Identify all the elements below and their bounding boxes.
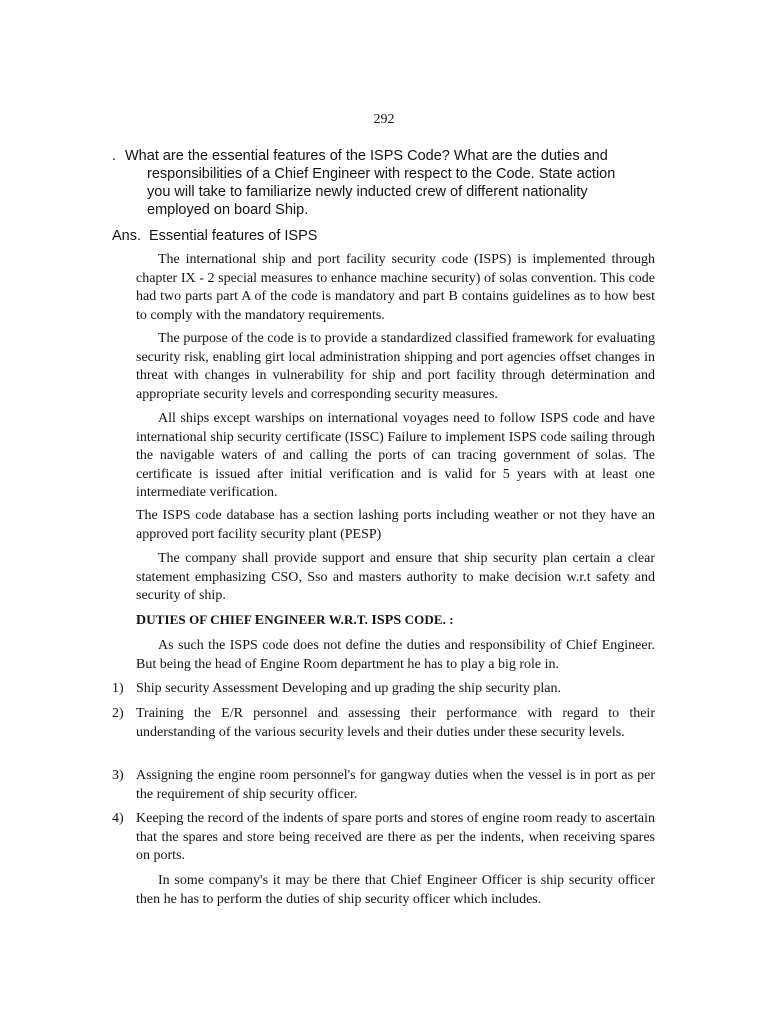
paragraph-3 (136, 410, 655, 503)
paragraph-4 (136, 507, 655, 544)
paragraph-text: The international ship and port facility security code (ISPS) is implemented through chapter IX - 2 special measures to enhance machine security) of solas convention. This code had two parts part A of the code is mandatory and part B contains guidelines as to how best to comply with the mandatory requirements. (136, 252, 655, 323)
list-number: 2) (112, 706, 124, 721)
paragraph-1 (136, 251, 655, 325)
answer-title: Essential features of ISPS (149, 228, 318, 244)
question-marker: . (112, 148, 117, 164)
paragraph-text: All ships except warships on international voyages need to follow ISPS code and have international ship security certificate (ISSC) Failure to implement ISPS code sailing through the navigable waters of and calling the ports of can tracing government of solas. The certificate is issued after initial verification and is valid for 5 years with at least one intermediate verification. (136, 411, 655, 500)
list-text: Training the E/R personnel and assessing their performance with regard to their understanding of the various security levels and their duties under these security levels. (136, 706, 655, 740)
list-item (112, 810, 655, 866)
list-item (112, 767, 655, 804)
paragraph-text: As such the ISPS code does not define the duties and responsibility of Chief Engineer. But being the head of Engine Room department he has to play a big role in. (136, 638, 655, 672)
paragraph-text: The ISPS code database has a section lashing ports including weather or not they have an approved port facility security plant (PESP) (136, 508, 655, 542)
list-text: Ship security Assessment Developing and up grading the ship security plan. (136, 681, 561, 696)
answer-label: Ans. (112, 228, 142, 244)
paragraph-5 (136, 550, 655, 606)
list-number: 4) (112, 811, 124, 826)
answer-heading (112, 227, 317, 245)
list-text: Assigning the engine room personnel's for gangway duties when the vessel is in port as per the requirement of ship security officer. (136, 768, 655, 802)
paragraph-text: The company shall provide support and ensure that ship security plan certain a clear statement emphasizing CSO, Sso and masters authority to make decision w.r.t safety and security of ship. (136, 551, 655, 603)
question-text: What are the essential features of the ISPS Code? What are the duties and responsibilities of a Chief Engineer with respect to the Code. State action you will take to familiarize newly inducted crew of different nationality employed on board Ship. (125, 148, 616, 218)
list-item (112, 680, 655, 699)
list-text: Keeping the record of the indents of spare ports and stores of engine room ready to ascertain that the spares and store being received are there as per the indents, when receiving spares on ports. (136, 811, 655, 863)
question (112, 147, 632, 219)
list-item (112, 705, 655, 742)
paragraph-2 (136, 330, 655, 404)
paragraph-text: The purpose of the code is to provide a standardized classified framework for evaluating security risk, enabling girt local administration shipping and port agencies offset changes in threat with changes in vulnerability for ship and port facility through determination and appropriate security levels and corresponding security measures. (136, 331, 655, 402)
duties-heading: DUTIES OF CHIEF ENGINEER W.R.T. ISPS CODE. : (136, 612, 454, 628)
duties-intro (136, 637, 655, 674)
page-number: 292 (373, 112, 395, 127)
paragraph-text: In some company's it may be there that Chief Engineer Officer is ship security officer then he has to perform the duties of ship security officer which includes. (136, 873, 655, 907)
list-number: 3) (112, 768, 124, 783)
closing-paragraph (136, 872, 655, 909)
list-number: 1) (112, 681, 124, 696)
